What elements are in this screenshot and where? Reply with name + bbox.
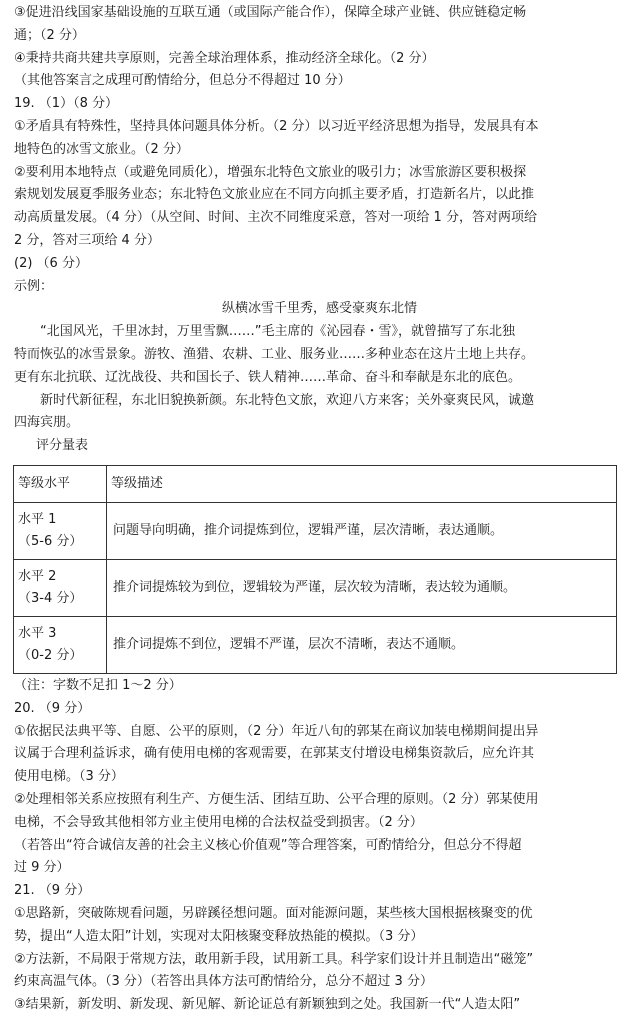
text-line: “北国风光，千里冰封，万里雪飘……”毛主席的《沁园春・雪》，就曾描写了东北独 xyxy=(40,324,515,340)
text-line: 四海宾朋。 xyxy=(14,415,80,431)
rubric-desc: 问题导向明确，推介词提炼到位，逻辑严谨，层次清晰，表达通顺。 xyxy=(107,502,617,559)
rubric-level-cell xyxy=(14,559,107,616)
text-line: 议属于合理利益诉求，确有使用电梯的客观需要，在郭某支付增设电梯集资款后，应允许其 xyxy=(14,746,535,762)
text-line: ②处理相邻关系应按照有利生产、方便生活、团结互助、公平合理的原则。（2 分）郭某使用 xyxy=(14,791,539,807)
text-line: 通；（2 分） xyxy=(14,27,85,43)
q19-part2-heading: (2) （6 分） xyxy=(14,255,88,271)
text-line: （若答出“符合诚信友善的社会主义核心价值观”等合理答案，可酌情给分，但总分不得超 xyxy=(14,837,522,853)
example-label: 示例： xyxy=(14,278,54,294)
essay-title: 纵横冰雪千里秀，感受豪爽东北情 xyxy=(221,301,417,317)
text-line: 势，提出“人造太阳”计划，实现对太阳核聚变释放热能的模拟。（3 分） xyxy=(14,928,424,944)
q19-heading: 19. （1）（8 分） xyxy=(14,96,118,112)
rubric-title: 评分量表 xyxy=(36,438,89,454)
rubric-header-level: 等级水平 xyxy=(14,465,107,502)
text-line: 2 分，答对三项给 4 分） xyxy=(14,232,160,248)
rubric-level: 水平 3 xyxy=(18,625,57,641)
rubric-level-cell xyxy=(14,502,107,559)
text-line: 约束高温气体。（3 分）（若答出具体方法可酌情给分，总分不超过 3 分） xyxy=(14,974,433,990)
text-line: 更有东北抗联、辽沈战役、共和国长子、铁人精神……革命、奋斗和奉献是东北的底色。 xyxy=(14,369,522,385)
rubric-table xyxy=(13,465,617,674)
text-line: ①矛盾具有特殊性，坚持具体问题具体分析。（2 分）以习近平经济思想为指导，发展具有本 xyxy=(14,118,539,134)
text-line: 过 9 分） xyxy=(14,860,70,876)
text-line: ④秉持共商共建共享原则，完善全球治理体系，推动经济全球化。（2 分） xyxy=(14,50,435,66)
text-line: 地特色的冰雪文旅业。（2 分） xyxy=(14,141,189,157)
rubric-row xyxy=(14,502,617,559)
rubric-level: 水平 1 xyxy=(18,511,57,527)
rubric-range: （5-6 分） xyxy=(18,533,83,549)
rubric-range: （3-4 分） xyxy=(18,590,83,606)
rubric-range: （0-2 分） xyxy=(18,647,83,663)
text-line: ①思路新，突破陈规看问题，另辟蹊径想问题。面对能源问题，某些核大国根据核聚变的优 xyxy=(14,905,533,921)
rubric-desc: 推介词提炼较为到位，逻辑较为严谨，层次较为清晰，表达较为通顺。 xyxy=(107,559,617,616)
rubric-header-row xyxy=(14,465,617,502)
text-line: 动高质量发展。（4 分）（从空间、时间、主次不同维度采意，答对一项给 1 分，答对两项给 xyxy=(14,210,537,226)
rubric-row xyxy=(14,616,617,673)
text-line: 电梯，不会导致其他相邻方业主使用电梯的合法权益受到损害。（2 分） xyxy=(14,814,423,830)
text-line: ③促进沿线国家基础设施的互联互通（或国际产能合作），保障全球产业链、供应链稳定畅 xyxy=(14,5,527,20)
text-line: 新时代新征程，东北旧貌换新颜。东北特色文旅，欢迎八方来客；关外豪爽民风，诚邀 xyxy=(40,392,535,408)
rubric-note: （注：字数不足扣 1～2 分） xyxy=(14,677,182,693)
rubric-level-cell xyxy=(14,616,107,673)
q21-heading: 21. （9 分） xyxy=(14,883,91,899)
text-line: 特而恢弘的冰雪景象。游牧、渔猎、农耕、工业、服务业……多种业态在这片土地上共存。 xyxy=(14,346,535,362)
text-line: （其他答案言之成理可酌情给分，但总分不得超过 10 分） xyxy=(14,73,351,89)
rubric-row xyxy=(14,559,617,616)
rubric-header-desc: 等级描述 xyxy=(107,465,617,502)
text-line: ②要利用本地特点（或避免同质化），增强东北特色文旅业的吸引力；冰雪旅游区要积极探 xyxy=(14,164,527,180)
text-line: ③结果新，新发明、新发现、新见解、新论证总有新颖独到之处。我国新一代“人造太阳” xyxy=(14,997,521,1013)
rubric-desc: 推介词提炼不到位，逻辑不严谨，层次不清晰，表达不通顺。 xyxy=(107,616,617,673)
text-line: ①依据民法典平等、自愿、公平的原则，（2 分）年近八旬的郭某在商议加装电梯期间提出异 xyxy=(14,723,539,739)
q20-heading: 20. （9 分） xyxy=(14,700,91,716)
text-line: ②方法新，不局限于常规方法，敢用新手段，试用新工具。科学家们设计并且制造出“磁笼” xyxy=(14,951,534,967)
text-line: 索规划发展夏季服务业态；东北特色文旅业应在不同方向抓主要矛盾，打造新名片，以此推 xyxy=(14,187,535,203)
text-line: 使用电梯。（3 分） xyxy=(14,769,124,785)
rubric-level: 水平 2 xyxy=(18,568,57,584)
